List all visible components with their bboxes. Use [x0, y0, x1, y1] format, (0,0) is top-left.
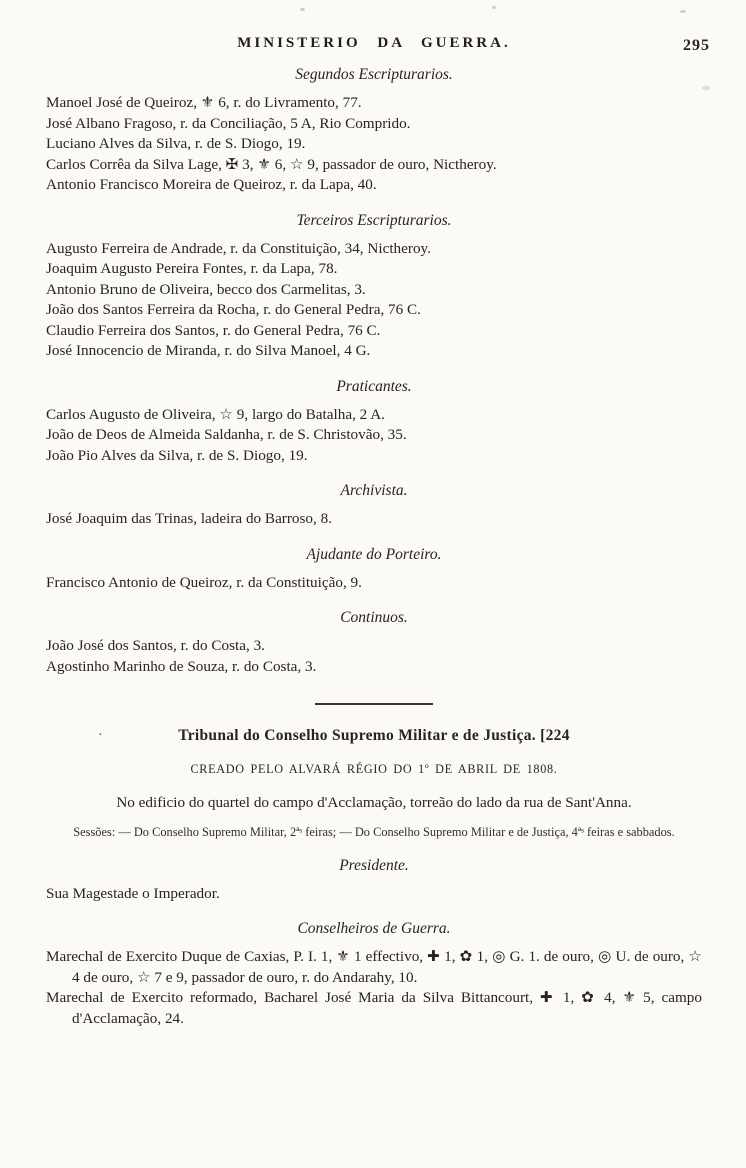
section-archivista: [46, 482, 702, 530]
roster-entry: Manoel José de Queiroz, ⚜ 6, r. do Livramento, 77.: [46, 94, 362, 111]
roster-entry: José Albano Fragoso, r. da Conciliação, 5 A, Rio Comprido.: [46, 114, 411, 132]
roster-entry: Antonio Bruno de Oliveira, becco dos Carmelitas, 3.: [46, 280, 366, 298]
roster-entry: Antonio Francisco Moreira de Queiroz, r. da Lapa, 40.: [46, 176, 377, 193]
roster-entry: João dos Santos Ferreira da Rocha, r. do General Pedra, 76 C.: [46, 301, 421, 318]
roster-entry: Luciano Alves da Silva, r. de S. Diogo, 19.: [46, 135, 306, 152]
page-header: [46, 34, 710, 58]
ministry-title: MINISTERIO DA GUERRA.: [237, 35, 511, 51]
tribunal-address: No edificio do quartel do campo d'Acclamação, torreão do lado da rua de Sant'Anna.: [116, 794, 632, 811]
roster-entry: João José dos Santos, r. do Costa, 3.: [46, 637, 265, 654]
section-praticantes: [46, 378, 702, 467]
roster-entry: Agostinho Marinho de Souza, r. do Costa, 3.: [46, 657, 317, 675]
roster-entry: Carlos Corrêa da Silva Lage, ✠ 3, ⚜ 6, ☆ 9, passador de ouro, Nictheroy.: [46, 155, 497, 173]
section-heading: Continuos.: [340, 609, 408, 626]
roster-entry: João Pio Alves da Silva, r. de S. Diogo, 19.: [46, 446, 308, 464]
section-heading: Conselheiros de Guerra.: [297, 920, 451, 937]
counselor-entry: Marechal de Exercito reformado, Bacharel José Maria da Silva Bittancourt, ✚ 1, ✿ 4, ⚜ 5, campo d'Acclamação, 24.: [46, 989, 702, 1027]
section-heading: Presidente.: [339, 856, 409, 874]
roster-entry: José Joaquim das Trinas, ladeira do Barroso, 8.: [46, 510, 333, 527]
roster-entry: João de Deos de Almeida Saldanha, r. de S. Christovão, 35.: [46, 426, 407, 443]
section-heading: Segundos Escripturarios.: [295, 66, 453, 83]
tribunal-sessions-note: Sessões: — Do Conselho Supremo Militar, 2ªˢ feiras; — Do Conselho Supremo Militar e de Justiça, 4ªˢ feiras e sabbados.: [73, 825, 675, 839]
tribunal-title-row: [46, 727, 702, 745]
section-heading: Archivista.: [340, 482, 408, 499]
counselor-entry: Marechal de Exercito Duque de Caxias, P. I. 1, ⚜ 1 effectivo, ✚ 1, ✿ 1, ◎ G. 1. de ouro, ◎ U. de ouro, ☆ 4 de ouro, ☆ 7 e 9, passador de ouro, r. do Andarahy, 10.: [46, 948, 702, 986]
section-heading: Praticantes.: [336, 377, 412, 395]
section-continuos: [46, 609, 702, 677]
section-terceiros-escripturarios: [46, 212, 702, 362]
section-divider: [315, 703, 433, 705]
roster-entry: Carlos Augusto de Oliveira, ☆ 9, largo do Batalha, 2 A.: [46, 405, 385, 423]
section-ajudante-do-porteiro: [46, 546, 702, 594]
roster-entry: Francisco Antonio de Queiroz, r. da Constituição, 9.: [46, 573, 362, 591]
roster-entry: José Innocencio de Miranda, r. do Silva Manoel, 4 G.: [46, 342, 371, 359]
stray-dot: ·: [98, 728, 103, 743]
section-tribunal: [46, 727, 702, 1029]
page-number: 295: [683, 37, 710, 54]
roster-entry: Augusto Ferreira de Andrade, r. da Constituição, 34, Nictheroy.: [46, 239, 431, 257]
roster-entry: Joaquim Augusto Pereira Fontes, r. da Lapa, 78.: [46, 260, 338, 277]
president-entry: Sua Magestade o Imperador.: [46, 884, 220, 902]
roster-entry: Claudio Ferreira dos Santos, r. do General Pedra, 76 C.: [46, 321, 381, 339]
section-heading: Terceiros Escripturarios.: [296, 211, 452, 229]
tribunal-creation-note: CREADO PELO ALVARÁ RÉGIO DO 1º DE ABRIL DE 1808.: [190, 762, 558, 776]
tribunal-title: Tribunal do Conselho Supremo Militar e de Justiça. [224: [178, 727, 570, 744]
section-segundos-escripturarios: [46, 66, 702, 196]
section-heading: Ajudante do Porteiro.: [306, 545, 442, 563]
